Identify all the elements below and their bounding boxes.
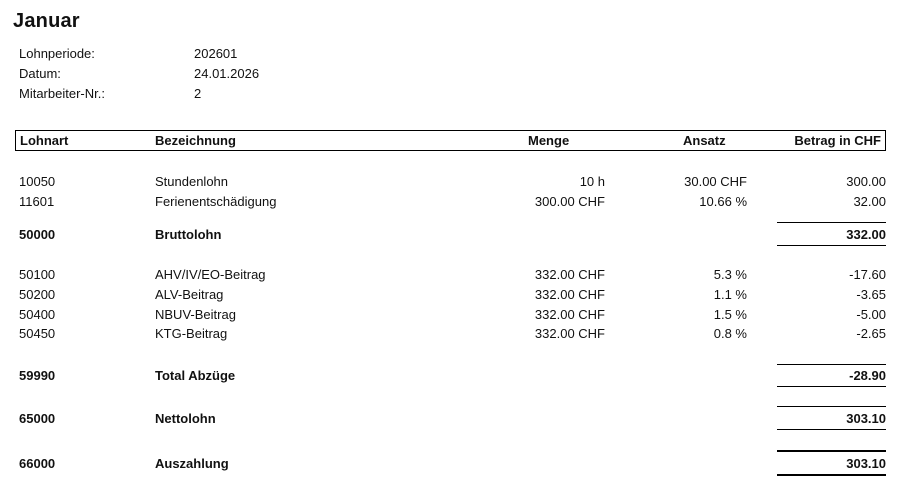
row-code: 65000 xyxy=(19,411,56,426)
column-header-ansatz: Ansatz xyxy=(683,133,726,148)
row-betrag: 303.10 xyxy=(846,456,886,471)
subtotal-line-top xyxy=(777,364,886,365)
row-code: 50450 xyxy=(19,326,56,341)
subtotal-line-top xyxy=(777,222,886,223)
row-ansatz: 5.3 % xyxy=(713,267,747,282)
row-betrag: -3.65 xyxy=(856,287,886,302)
row-code: 50000 xyxy=(19,227,56,242)
row-code: 10050 xyxy=(19,174,56,189)
row-code: 50200 xyxy=(19,287,56,302)
table-row xyxy=(0,173,908,191)
row-betrag: -2.65 xyxy=(856,326,886,341)
column-header-bezeichnung: Bezeichnung xyxy=(155,133,236,148)
row-betrag: -5.00 xyxy=(856,307,886,322)
row-ansatz: 30.00 CHF xyxy=(684,174,747,189)
total-line-bottom xyxy=(777,474,886,476)
row-code: 50100 xyxy=(19,267,56,282)
row-description: KTG-Beitrag xyxy=(155,326,228,341)
nettolohn-row xyxy=(0,410,908,428)
row-description: Ferienentschädigung xyxy=(155,194,277,209)
table-header xyxy=(15,130,886,151)
row-code: 66000 xyxy=(19,456,56,471)
row-description: Stundenlohn xyxy=(155,174,229,189)
meta-value: 202601 xyxy=(194,46,238,61)
row-betrag: -17.60 xyxy=(849,267,886,282)
row-description: ALV-Beitrag xyxy=(155,287,224,302)
row-menge: 300.00 CHF xyxy=(534,194,605,209)
total-abzuege-row xyxy=(0,367,908,385)
column-header-menge: Menge xyxy=(528,133,570,148)
row-code: 50400 xyxy=(19,307,56,322)
row-betrag: 32.00 xyxy=(853,194,886,209)
row-code: 59990 xyxy=(19,368,56,383)
row-betrag: 303.10 xyxy=(846,411,886,426)
row-betrag: 300.00 xyxy=(846,174,886,189)
row-menge: 332.00 CHF xyxy=(534,267,605,282)
table-row xyxy=(0,325,908,343)
bruttolohn-row xyxy=(0,226,908,244)
auszahlung-row xyxy=(0,455,908,473)
total-line-top xyxy=(777,450,886,452)
table-row xyxy=(0,193,908,211)
row-betrag: 332.00 xyxy=(846,227,886,242)
row-ansatz: 10.66 % xyxy=(699,194,747,209)
meta-value: 2 xyxy=(194,86,202,101)
subtotal-line-bottom xyxy=(777,429,886,430)
row-description: NBUV-Beitrag xyxy=(155,307,236,322)
row-betrag: -28.90 xyxy=(849,368,886,383)
row-description: Nettolohn xyxy=(155,411,216,426)
row-ansatz: 0.8 % xyxy=(713,326,747,341)
table-row xyxy=(0,266,908,284)
row-menge: 10 h xyxy=(579,174,605,189)
table-row xyxy=(0,286,908,304)
row-ansatz: 1.1 % xyxy=(713,287,747,302)
meta-value: 24.01.2026 xyxy=(194,66,260,81)
table-row xyxy=(0,306,908,324)
meta-label: Datum: xyxy=(19,66,61,81)
row-description: Bruttolohn xyxy=(155,227,222,242)
row-description: AHV/IV/EO-Beitrag xyxy=(155,267,266,282)
row-description: Auszahlung xyxy=(155,456,229,471)
row-ansatz: 1.5 % xyxy=(713,307,747,322)
page-title: Januar xyxy=(13,10,80,32)
subtotal-line-top xyxy=(777,406,886,407)
row-code: 11601 xyxy=(19,194,55,209)
subtotal-line-bottom xyxy=(777,386,886,387)
column-header-betrag: Betrag in CHF xyxy=(794,133,881,148)
row-description: Total Abzüge xyxy=(155,368,236,383)
column-header-lohnart: Lohnart xyxy=(20,133,69,148)
row-menge: 332.00 CHF xyxy=(534,307,605,322)
row-menge: 332.00 CHF xyxy=(534,326,605,341)
row-menge: 332.00 CHF xyxy=(534,287,605,302)
meta-label: Lohnperiode: xyxy=(19,46,95,61)
subtotal-line-bottom xyxy=(777,245,886,246)
meta-label: Mitarbeiter-Nr.: xyxy=(19,86,105,101)
